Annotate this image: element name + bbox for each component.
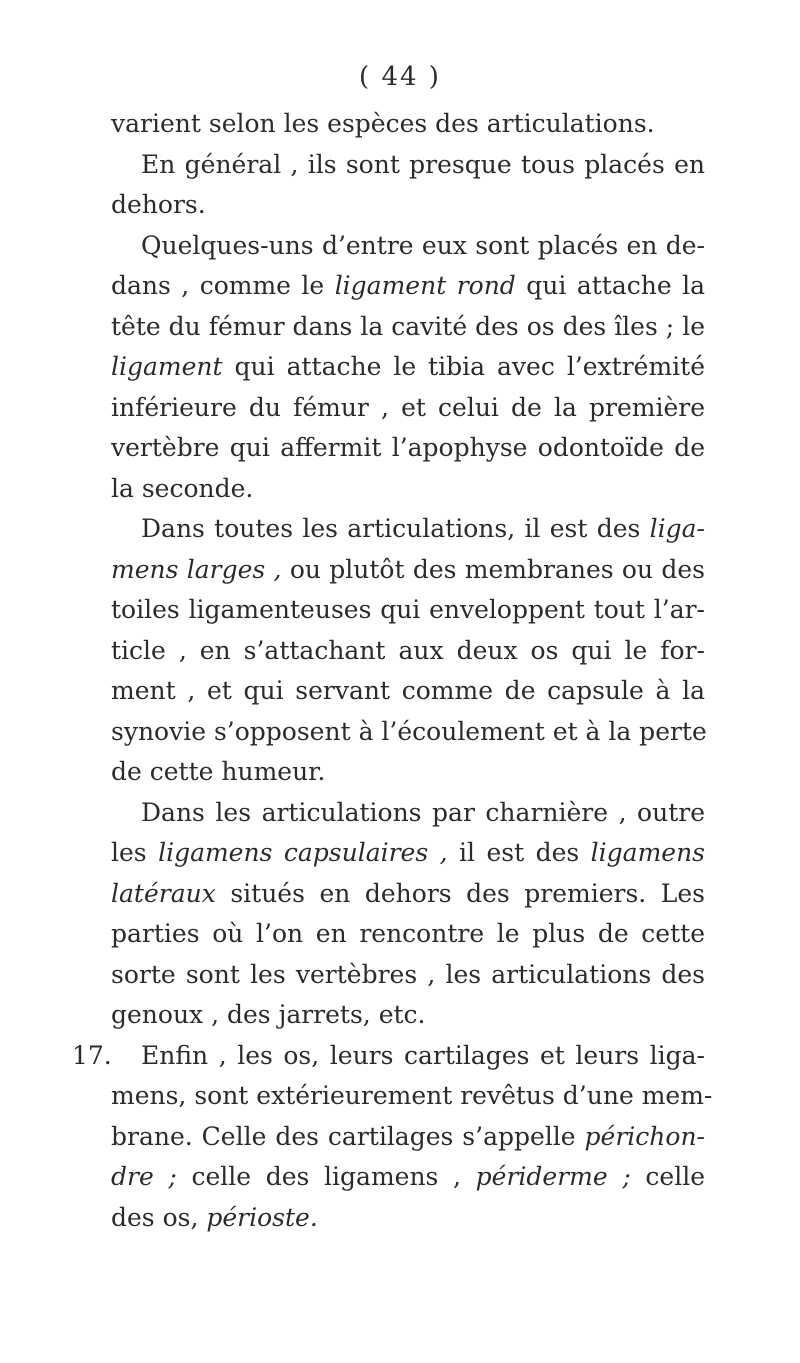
text-line xyxy=(111,469,705,510)
text-line xyxy=(111,752,705,793)
text-line xyxy=(111,1036,705,1077)
text-line xyxy=(111,388,705,429)
text-line xyxy=(111,104,705,145)
italic-term: latéraux xyxy=(111,878,216,908)
text-run: des os, xyxy=(111,1202,207,1232)
text-line xyxy=(111,185,705,226)
text-run: dans , comme le xyxy=(111,271,335,300)
text-run: qui attache le tibia avec l’extrémité xyxy=(222,352,705,381)
text-run: mens, sont extérieurement revêtus d’une mem- xyxy=(111,1081,713,1110)
text-line xyxy=(111,550,705,591)
text-run: varient selon les espèces des articulations. xyxy=(111,109,655,138)
body-text xyxy=(111,104,713,1238)
text-run: ticle , en s’attachant aux deux os qui le for- xyxy=(111,635,705,665)
text-line xyxy=(111,1117,705,1158)
text-line xyxy=(111,226,705,267)
text-line xyxy=(111,1198,705,1239)
text-run: Quelques-uns d’entre eux sont placés en de- xyxy=(141,230,705,260)
italic-term: ligament rond xyxy=(334,271,516,300)
text-run: ment , et qui servant comme de capsule à la xyxy=(111,676,705,705)
text-run: dehors. xyxy=(111,190,206,219)
text-run: qui attache la xyxy=(515,271,705,300)
text-run: situés en dehors des premiers. Les xyxy=(215,878,705,908)
text-run: vertèbre qui affermit l’apophyse odontoïde de xyxy=(111,433,705,462)
text-run: inférieure du fémur , et celui de la première xyxy=(111,392,705,422)
text-run: Dans toutes les articulations, il est des xyxy=(141,514,650,543)
text-run: les xyxy=(111,838,159,867)
text-run: tête du fémur dans la cavité des os des îles ; le xyxy=(111,311,705,341)
text-line xyxy=(111,874,705,915)
text-run: En général , ils sont presque tous placés en xyxy=(141,149,705,179)
text-run: sorte sont les vertèbres , les articulations des xyxy=(111,959,705,989)
page-number: ( 44 ) xyxy=(359,62,441,92)
text-line xyxy=(111,509,705,550)
text-run: parties où l’on en rencontre le plus de cette xyxy=(111,919,705,948)
text-run: brane. Celle des cartilages s’appelle xyxy=(111,1121,585,1151)
text-run: Dans les articulations par charnière , outre xyxy=(141,797,705,827)
text-line xyxy=(111,347,705,388)
section-number: 17. xyxy=(72,1040,112,1070)
italic-term: périderme ; xyxy=(475,1162,631,1191)
italic-term: dre ; xyxy=(111,1162,177,1191)
italic-term: liga- xyxy=(649,514,705,543)
text-line xyxy=(111,914,705,955)
italic-term: ligamens capsulaires , xyxy=(158,838,448,867)
text-run: de cette humeur. xyxy=(111,757,326,786)
text-run: genoux , des jarrets, etc. xyxy=(111,1000,426,1029)
italic-term: mens larges , xyxy=(111,554,282,584)
text-line xyxy=(111,1157,705,1198)
text-line xyxy=(111,793,705,834)
italic-term: périoste. xyxy=(206,1202,318,1232)
text-run: celle xyxy=(630,1162,705,1191)
text-run: celle des ligamens , xyxy=(176,1162,476,1191)
text-line xyxy=(111,955,705,996)
text-run: il est des xyxy=(447,838,591,867)
text-line xyxy=(111,712,705,753)
italic-term: ligament xyxy=(111,352,223,381)
text-line xyxy=(111,833,705,874)
text-line xyxy=(111,995,705,1036)
text-run: toiles ligamenteuses qui enveloppent tout l’ar- xyxy=(111,595,705,624)
text-line xyxy=(111,266,705,307)
text-line xyxy=(111,307,705,348)
italic-term: ligamens xyxy=(590,838,706,867)
text-run: synovie s’opposent à l’écoulement et à la perte xyxy=(111,716,707,746)
text-line xyxy=(111,1076,713,1117)
text-line xyxy=(111,145,705,186)
text-run: ou plutôt des membranes ou des xyxy=(281,554,705,584)
text-line xyxy=(111,671,705,712)
italic-term: périchon- xyxy=(584,1121,705,1151)
text-run: Enfin , les os, leurs cartilages et leurs liga- xyxy=(141,1040,705,1070)
text-line xyxy=(111,631,705,672)
text-line xyxy=(111,590,705,631)
text-line xyxy=(111,428,705,469)
text-run: la seconde. xyxy=(111,473,254,503)
